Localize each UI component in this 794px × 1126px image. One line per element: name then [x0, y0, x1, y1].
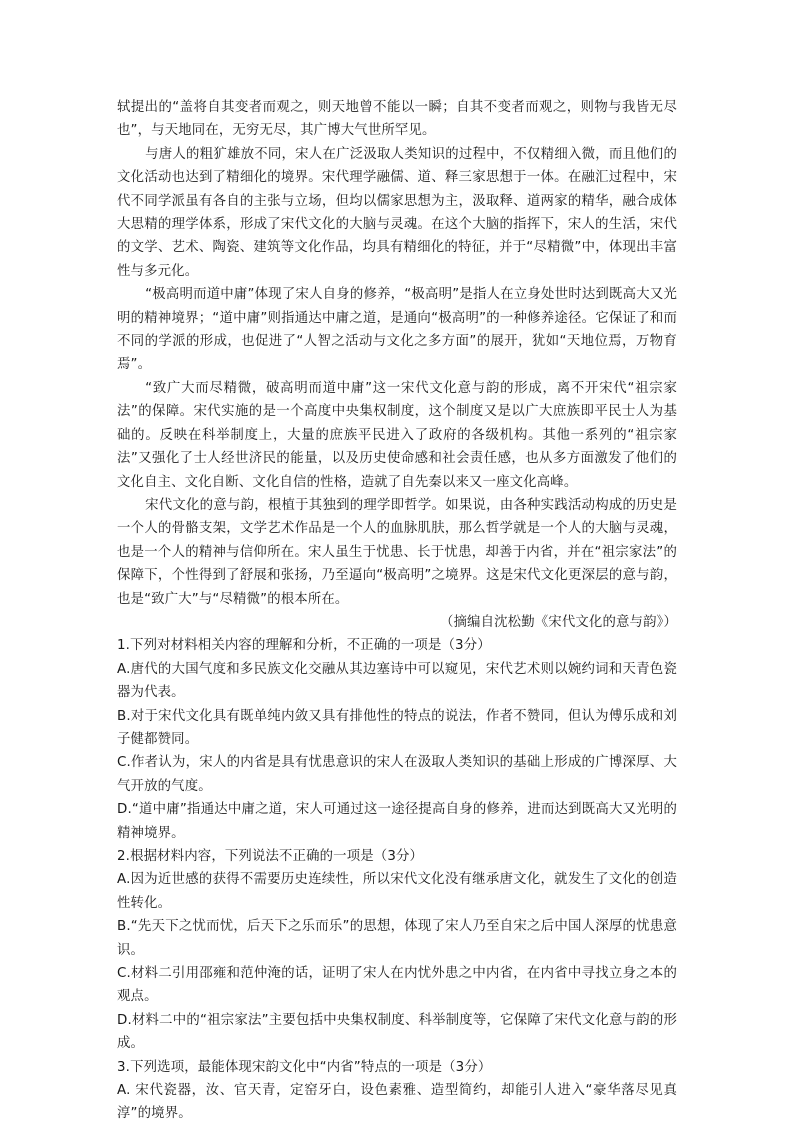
question-1-stem: 1.下列对材料相关内容的理解和分析，不正确的一项是（3分）	[117, 638, 491, 654]
question-2-stem: 2.根据材料内容，下列说法不正确的一项是（3分）	[117, 849, 424, 864]
passage-paragraph-0: 轼提出的“盖将自其变者而观之，则天地曾不能以一瞬；自其不变者而观之，则物与我皆无尽也”，与天地同在，无穷无尽，其广博大气世所罕见。	[117, 100, 677, 139]
question-1-option-a: A.唐代的大国气度和多民族文化交融从其边塞诗中可以窥见，宋代艺术则以婉约词和天青色瓷器为代表。	[117, 661, 677, 701]
question-3-stem: 3.下列选项，最能体现宋韵文化中“内省”特点的一项是（3分）	[117, 1059, 492, 1075]
question-1-option-b: B.对于宋代文化具有既单纯内敛又具有排他性的特点的说法，作者不赞同，但认为傅乐成和刘子健都赞同。	[117, 708, 677, 747]
passage-paragraph-2: “极高明而道中庸”体现了宋人自身的修养，“极高明”是指人在立身处世时达到既高大又光明的精神境界；“道中庸”则指通达中庸之道，是通向“极高明”的一种修养途径。它保证了和而不同的学派的形成，也促进了“人智之活动与文化之多方面”的展开，犹如“天地位焉，万物育焉”。	[117, 287, 677, 373]
question-1-option-c: C.作者认为，宋人的内省是具有忧患意识的宋人在汲取人类知识的基础上形成的广博深厚、大气开放的气度。	[117, 755, 677, 794]
question-1-option-d: D.“道中庸”指通达中庸之道，宋人可通过这一途径提高自身的修养，进而达到既高大又光明的精神境界。	[117, 802, 677, 841]
passage-paragraph-4: 宋代文化的意与韵，根植于其独到的理学即哲学。如果说，由各种实践活动构成的历史是一个人的骨骼支架，文学艺术作品是一个人的血脉肌肤，那么哲学就是一个人的大脑与灵魂，也是一个人的精神与信仰所在。宋人虽生于忧患、长于忧患，却善于内省，并在“祖宗家法”的保障下，个性得到了舒展和张扬，乃至逼向“极高明”之境界。这是宋代文化更深层的意与韵，也是“致广大”与“尽精微”的根本所在。	[117, 497, 677, 607]
question-1	[117, 634, 677, 845]
question-2-option-b: B.“先天下之忧而忧，后天下之乐而乐”的思想，体现了宋人乃至自宋之后中国人深厚的忧患意识。	[117, 919, 677, 958]
question-2-option-c: C.材料二引用邵雍和范仲淹的话，证明了宋人在内忧外患之中内省，在内省中寻找立身之本的观点。	[117, 966, 677, 1005]
question-3	[117, 1056, 677, 1126]
question-3-option-a: A. 宋代瓷器，汝、官天青，定窑牙白，设色素雅、造型简约，却能引人进入“豪华落尽见真淳”的境界。	[117, 1083, 677, 1122]
document-page	[117, 96, 677, 1126]
question-2-option-d: D.材料二中的“祖宗家法”主要包括中央集权制度、科举制度等，它保障了宋代文化意与韵的形成。	[117, 1012, 677, 1052]
question-2	[117, 845, 677, 1056]
passage-paragraph-1: 与唐人的粗犷雄放不同，宋人在广泛汲取人类知识的过程中，不仅精细入微，而且他们的文化活动也达到了精细化的境界。宋代理学融儒、道、释三家思想于一体。在融汇过程中，宋代不同学派虽有各自的主张与立场，但均以儒家思想为主，汲取释、道两家的精华，融合成体大思精的理学体系，形成了宋代文化的大脑与灵魂。在这个大脑的指挥下，宋人的生活，宋代的文学、艺术、陶瓷、建筑等文化作品，均具有精细化的特征，并于“尽精微”中，体现出丰富性与多元化。	[117, 146, 677, 279]
passage-source: （摘编自沈松勤《宋代文化的意与韵》）	[439, 614, 677, 630]
passage-paragraph-3: “致广大而尽精微，破高明而道中庸”这一宋代文化意与韵的形成，离不开宋代“祖宗家法”的保障。宋代实施的是一个高度中央集权制度，这个制度又是以广大庶族即平民士人为基础的。反映在科举制度上，大量的庶族平民进入了政府的各级机构。其他一系列的“祖宗家法”又强化了士人经世济民的能量，以及历史使命感和社会责任感，也从多方面激发了他们的文化自主、文化自断、文化自信的性格，造就了自先秦以来又一座文化高峰。	[117, 380, 677, 490]
question-2-option-a: A.因为近世感的获得不需要历史连续性，所以宋代文化没有继承唐文化，就发生了文化的创造性转化。	[117, 872, 677, 911]
